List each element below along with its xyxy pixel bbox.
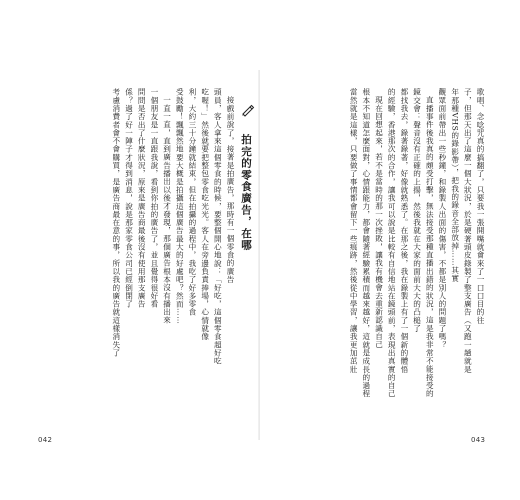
page-number-right: 043 <box>471 436 486 444</box>
text-column: 接戲前說了，接著是拍廣告，那時有一個零食的廣告 <box>226 96 235 284</box>
text-column: 頭員，客人拿來這個零食的時候，要整個開心地說：「好吃，這個零食超好吃 <box>213 88 223 366</box>
text-column: 受鼓勵！飄飄然地要大概是拍攝這個廣告最大的好處吧？然而…… <box>175 88 185 325</box>
text-column: 吃喔！」然後就要把整包零食吃光光。客人在旁邊負責捧場，心情就像 <box>200 88 210 341</box>
section-heading <box>239 118 254 251</box>
text-column: 歌唱、念唸咒真的搞翻了，只要我一張開嘴就會來了一口口目的往 <box>476 88 485 325</box>
pencil-icon <box>241 104 255 116</box>
text-column: 當然就是這樣，只要做了事情都會留下一些痕跡，然後從中學習，讓我更加茁壯 <box>349 88 359 374</box>
text-column: 觀眾面前帶出一些秒鐘，和錄製人出面的傷害，不都是別人的問題了嗎？ <box>437 88 447 349</box>
right-page-body <box>268 88 484 418</box>
right-page <box>268 88 484 418</box>
text-column: 係？過了好一陣子才得到消息，說是那家零食公司已經倒閉了 <box>124 88 134 309</box>
text-column: 根本不知道怎麼面對，心情跟能力，都會隨著經驗累積而越來越好，這就是成長的過程 <box>361 88 371 398</box>
text-column: 一直一直，直到廣告播出以後才發現，那個廣告根本沒有播出來 <box>162 96 172 325</box>
text-column: 鏡交會：聲音沒有正確的上揚，然後我就在大家的面前大大的凸槌了 <box>412 88 422 333</box>
text-column: 都找我去，錄著錄著，好像就熟悉了。在那之後，我在錄製上有了一個新的體悟 <box>399 88 409 374</box>
text-column: 考慮消費者會不會購買，是廣告商最在意的事，所以我的廣告就這樣消失了 <box>111 88 121 357</box>
left-page <box>42 88 254 418</box>
page-gutter <box>258 70 260 440</box>
text-column: 子，但那天出了這麼一個大狀況，於是硬著頭皮錄製了整支廣告（又跑一趟就是 <box>463 88 473 374</box>
text-column: 利，大約三十分鐘就結束，但在拍攝的過程中，我吃了好多零食 <box>187 88 197 317</box>
text-column: 一個朋友是一直跟我說，看到你拍的廣告了，並且覺得很好看 <box>149 88 159 309</box>
text-column: 年那種VHS的錄影帶），把我的錄音全部放掉……其實 <box>450 88 460 283</box>
text-column: 的經驗，香港那次的合作，讓我可以說是比較有自信地站在鏡頭前，表現出真實的自己 <box>387 88 397 398</box>
section-title: 拍完的零食廣告，在哪 <box>240 134 252 251</box>
text-column: 問問是否出了什麼狀況，原來是廣告商最後沒有使用那支廣告 <box>137 88 147 309</box>
text-column: 現在回想起來，若不是當時的那一次挫敗，讓我有機會去重新認識自己 <box>374 96 384 349</box>
page-number-left: 042 <box>38 436 53 444</box>
left-page-body <box>112 88 234 418</box>
text-column: 直播事件後我真的頗受打擊，無法接受那種直播出錯的狀況，這是我非常不能接受的 <box>425 96 435 398</box>
